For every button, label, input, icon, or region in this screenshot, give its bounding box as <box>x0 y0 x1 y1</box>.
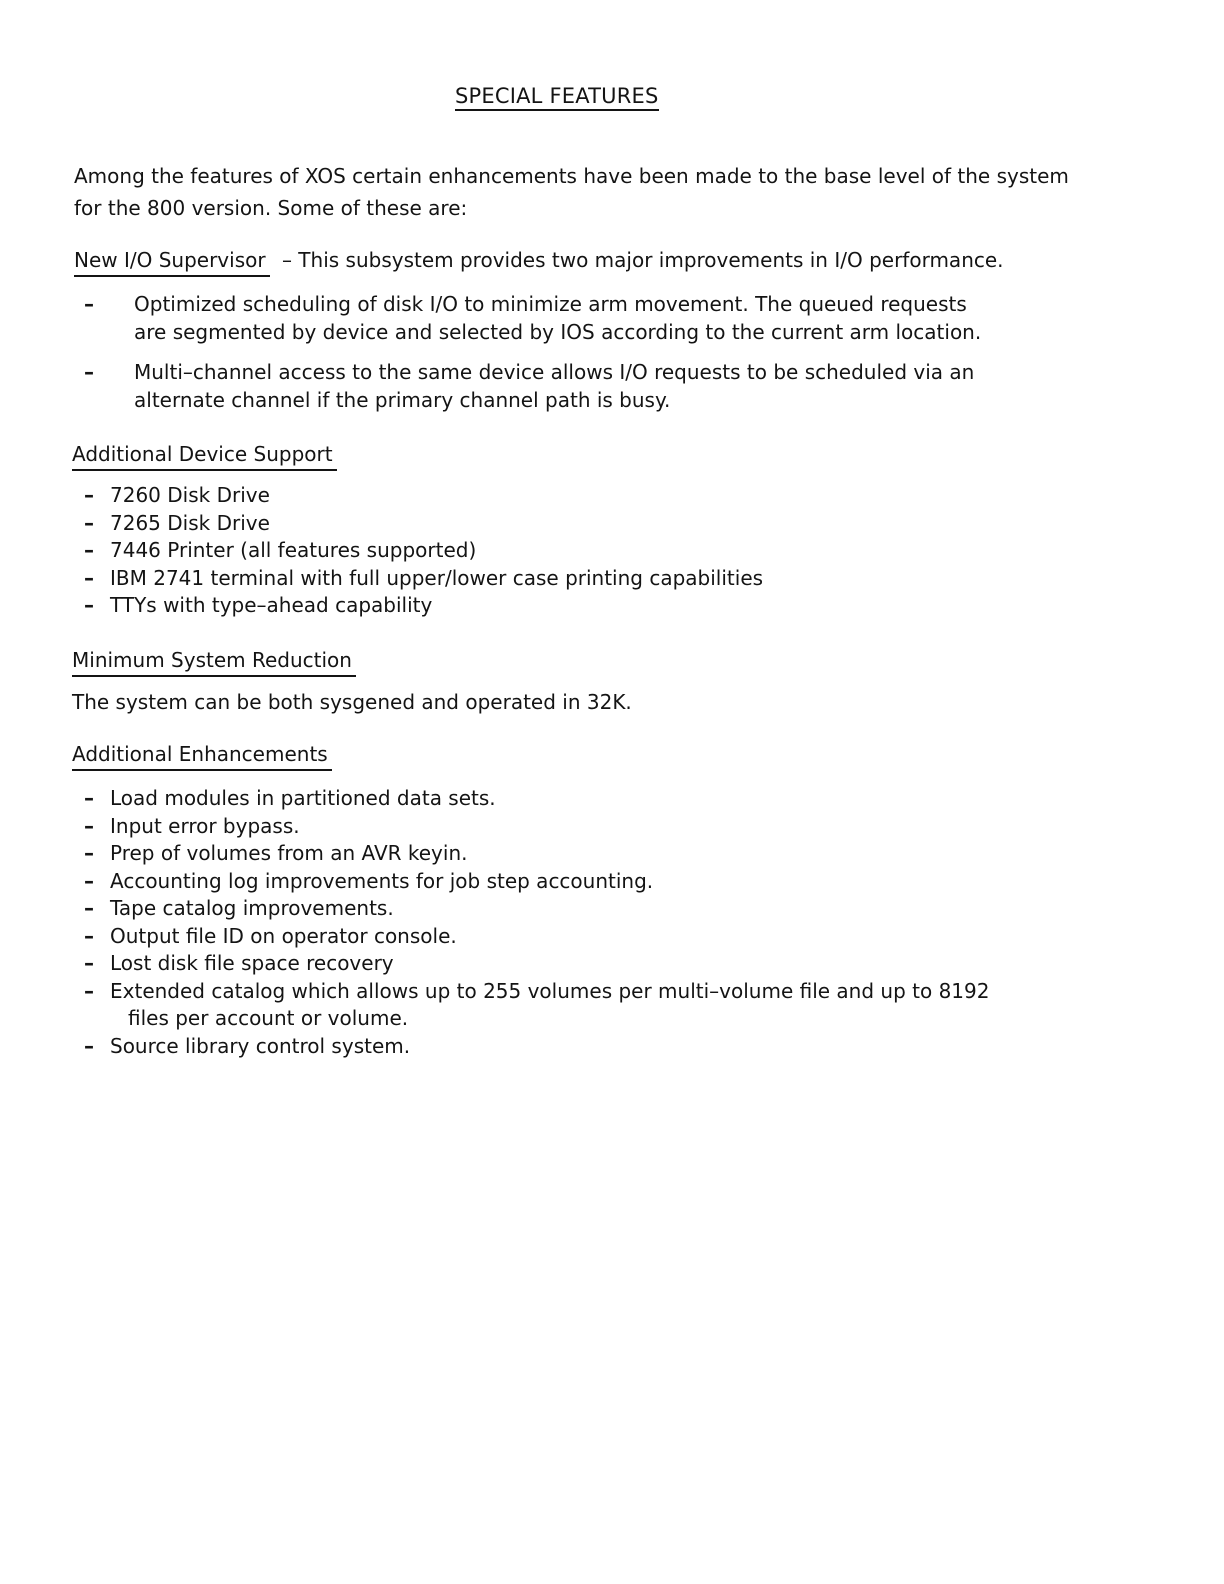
list-item-line-1: Optimized scheduling of disk I/O to minimize arm movement. The queued requests <box>134 292 967 316</box>
io-supervisor-section-header <box>74 248 1004 277</box>
list-item-text: Prep of volumes from an AVR keyin. <box>110 841 468 865</box>
dash-bullet: – <box>84 923 94 948</box>
list-item <box>84 510 763 538</box>
dash-bullet: – <box>84 1033 94 1058</box>
list-item <box>84 482 763 510</box>
list-item-continuation: files per account or volume. <box>128 1006 409 1030</box>
list-item <box>84 840 989 868</box>
list-item-text: Accounting log improvements for job step accounting. <box>110 868 654 893</box>
list-item-text: 7260 Disk Drive <box>110 483 270 507</box>
device-support-heading: Additional Device Support <box>72 442 337 471</box>
list-item <box>84 1033 989 1061</box>
list-item-text: Source library control system. <box>110 1033 411 1058</box>
list-item-text: Load modules in partitioned data sets. <box>110 786 496 810</box>
list-item <box>84 537 763 565</box>
minimum-system-section-header <box>72 648 356 677</box>
list-item-line-2: alternate channel if the primary channel path is busy. <box>134 388 671 412</box>
minimum-system-heading: Minimum System Reduction <box>72 648 356 677</box>
enhancements-heading: Additional Enhancements <box>72 742 332 771</box>
device-support-list <box>84 482 763 620</box>
list-item-text: 7446 Printer (all features supported) <box>110 538 477 562</box>
dash-bullet: – <box>84 483 94 507</box>
dash-bullet: – <box>84 841 94 865</box>
dash-bullet: – <box>84 896 94 920</box>
dash-bullet: – <box>84 593 94 617</box>
intro-line-1: Among the features of XOS certain enhancements have been made to the base level of the system <box>74 164 1069 188</box>
dash-bullet: – <box>84 951 94 975</box>
minimum-system-text: The system can be both sysgened and operated in 32K. <box>72 690 632 714</box>
intro-paragraph <box>74 160 1134 224</box>
list-item <box>84 978 989 1033</box>
list-item <box>84 785 989 813</box>
list-item-text: Tape catalog improvements. <box>110 896 394 920</box>
list-item <box>84 868 989 896</box>
enhancements-section-header <box>72 742 332 771</box>
dash-bullet: – <box>84 360 94 384</box>
dash-bullet: – <box>84 868 94 893</box>
io-supervisor-heading: New I/O Supervisor <box>74 248 270 277</box>
list-item-text: 7265 Disk Drive <box>110 510 270 535</box>
list-item <box>84 923 989 951</box>
io-supervisor-description: – This subsystem provides two major improvements in I/O performance. <box>275 248 1004 272</box>
list-item <box>84 358 981 414</box>
dash-bullet: – <box>84 565 94 590</box>
list-item <box>84 565 763 593</box>
list-item <box>84 592 763 620</box>
page-title: SPECIAL FEATURES <box>455 84 659 111</box>
enhancements-list <box>84 785 989 1060</box>
list-item-line-1: Multi–channel access to the same device allows I/O requests to be scheduled via an <box>134 360 975 384</box>
intro-line-2: for the 800 version. Some of these are: <box>74 196 468 220</box>
dash-bullet: – <box>84 786 94 810</box>
list-item-text: Lost disk file space recovery <box>110 951 394 975</box>
dash-bullet: – <box>84 538 94 562</box>
list-item-text: Output file ID on operator console. <box>110 923 457 948</box>
list-item <box>84 290 981 346</box>
list-item <box>84 950 989 978</box>
device-support-section-header <box>72 442 337 471</box>
list-item-line-2: are segmented by device and selected by IOS according to the current arm location. <box>134 320 982 344</box>
dash-bullet: – <box>84 978 94 1003</box>
dash-bullet: – <box>84 813 94 838</box>
list-item-text: Input error bypass. <box>110 813 300 838</box>
list-item-text: Extended catalog which allows up to 255 volumes per multi–volume file and up to 8192 <box>110 978 990 1003</box>
dash-bullet: – <box>84 510 94 535</box>
list-item <box>84 895 989 923</box>
list-item <box>84 813 989 841</box>
list-item-text: TTYs with type–ahead capability <box>110 593 433 617</box>
list-item-text: IBM 2741 terminal with full upper/lower case printing capabilities <box>110 565 764 590</box>
dash-bullet: – <box>84 292 94 316</box>
io-supervisor-list <box>84 290 981 426</box>
